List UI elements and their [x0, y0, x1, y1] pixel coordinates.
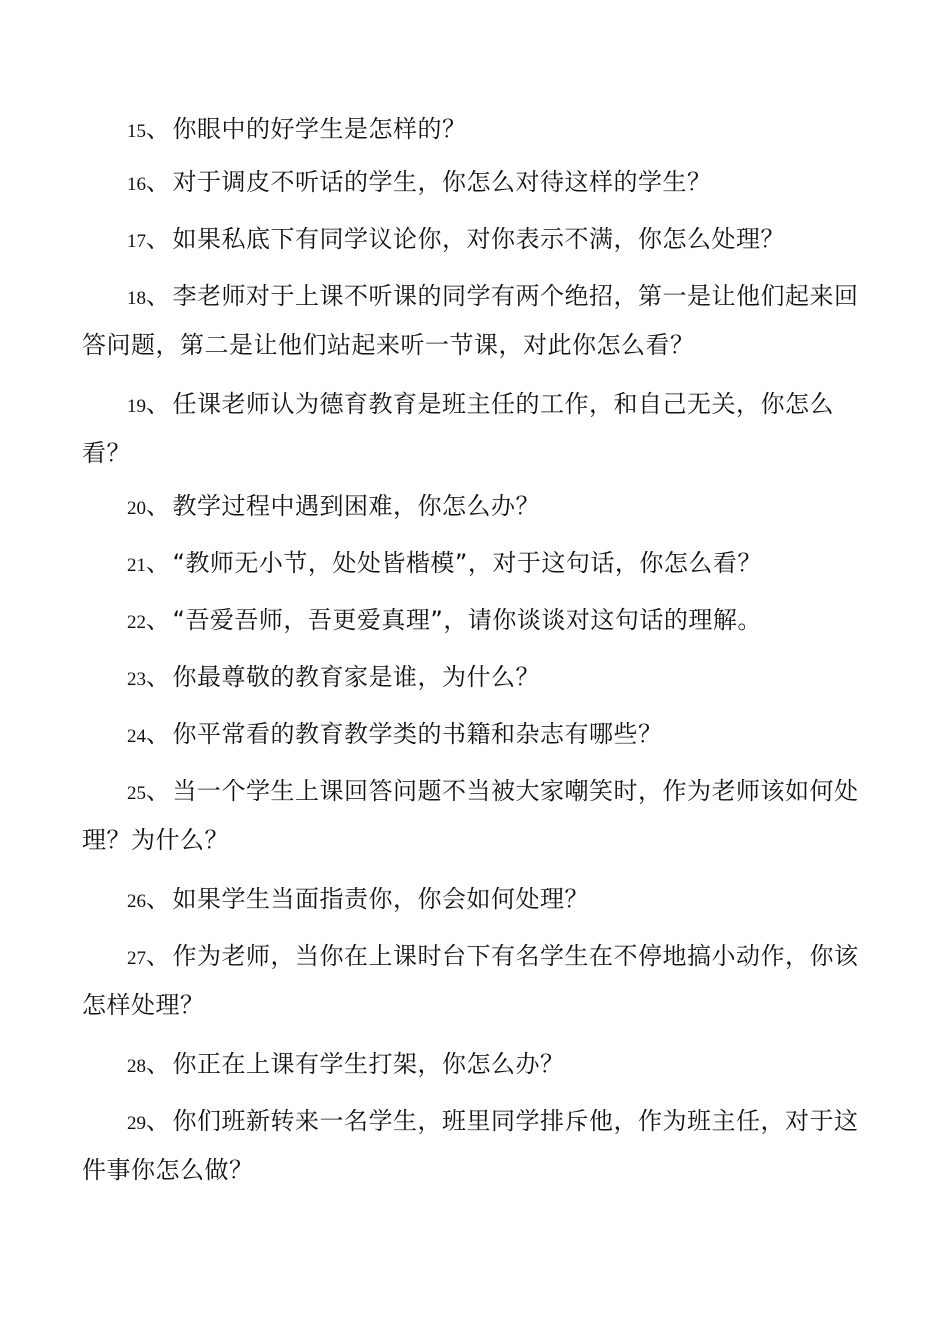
question-21 — [82, 540, 882, 589]
question-26 — [82, 876, 882, 925]
question-16 — [82, 159, 882, 208]
question-20 — [82, 483, 882, 532]
question-text: 你最尊敬的教育家是谁，为什么？ — [172, 663, 540, 691]
question-number: 15 — [127, 121, 146, 142]
question-separator: 、 — [146, 885, 171, 913]
question-text: 李老师对于上课不听课的同学有两个绝招，第一是让他们起来回答问题，第二是让他们站起来听一节课，对此你怎么看？ — [82, 282, 859, 359]
question-22 — [82, 597, 882, 646]
question-separator: 、 — [146, 606, 171, 634]
question-text: 作为老师，当你在上课时台下有名学生在不停地搞小动作，你该怎样处理？ — [82, 942, 859, 1019]
question-separator: 、 — [146, 492, 171, 520]
question-number: 20 — [127, 498, 146, 519]
question-number: 26 — [127, 891, 146, 912]
question-23 — [82, 654, 882, 703]
question-number: 28 — [127, 1056, 146, 1077]
question-text: 如果私底下有同学议论你，对你表示不满，你怎么处理？ — [172, 225, 785, 253]
question-text: 教学过程中遇到困难，你怎么办？ — [172, 492, 540, 520]
question-text: 如果学生当面指责你，你会如何处理？ — [172, 885, 589, 913]
question-separator: 、 — [146, 720, 171, 748]
question-text: 当一个学生上课回答问题不当被大家嘲笑时，作为老师该如何处理？为什么？ — [82, 777, 859, 854]
question-separator: 、 — [146, 777, 171, 805]
question-17 — [82, 216, 882, 265]
question-separator: 、 — [146, 663, 171, 691]
question-18 — [82, 273, 882, 368]
question-19 — [82, 381, 882, 476]
question-separator: 、 — [146, 1050, 171, 1078]
question-number: 19 — [127, 396, 146, 417]
question-text: 任课老师认为德育教育是班主任的工作，和自己无关，你怎么看？ — [82, 390, 834, 467]
question-text: 你平常看的教育教学类的书籍和杂志有哪些？ — [172, 720, 663, 748]
question-15 — [82, 106, 882, 155]
question-number: 22 — [127, 612, 146, 633]
question-text: 你正在上课有学生打架，你怎么办？ — [172, 1050, 565, 1078]
question-27 — [82, 933, 882, 1028]
question-text: “教师无小节，处处皆楷模”，对于这句话，你怎么看？ — [172, 549, 762, 577]
question-separator: 、 — [146, 282, 171, 310]
question-text: 你眼中的好学生是怎样的？ — [172, 115, 467, 143]
question-number: 24 — [127, 726, 146, 747]
question-25 — [82, 768, 882, 863]
question-text: 对于调皮不听话的学生，你怎么对待这样的学生？ — [172, 168, 712, 196]
question-number: 23 — [127, 669, 146, 690]
question-number: 29 — [127, 1113, 146, 1134]
question-text: 你们班新转来一名学生，班里同学排斥他，作为班主任，对于这件事你怎么做？ — [82, 1107, 859, 1184]
question-number: 17 — [127, 231, 146, 252]
question-separator: 、 — [146, 168, 171, 196]
question-separator: 、 — [146, 390, 171, 418]
question-separator: 、 — [146, 549, 171, 577]
question-text: “吾爱吾师，吾更爱真理”，请你谈谈对这句话的理解。 — [172, 606, 762, 634]
question-number: 21 — [127, 555, 146, 576]
question-24 — [82, 711, 882, 760]
question-separator: 、 — [146, 225, 171, 253]
question-number: 27 — [127, 948, 146, 969]
question-separator: 、 — [146, 1107, 171, 1135]
question-separator: 、 — [146, 942, 171, 970]
question-number: 25 — [127, 783, 146, 804]
question-separator: 、 — [146, 115, 171, 143]
question-29 — [82, 1098, 882, 1193]
question-number: 16 — [127, 174, 146, 195]
question-28 — [82, 1041, 882, 1090]
question-number: 18 — [127, 288, 146, 309]
